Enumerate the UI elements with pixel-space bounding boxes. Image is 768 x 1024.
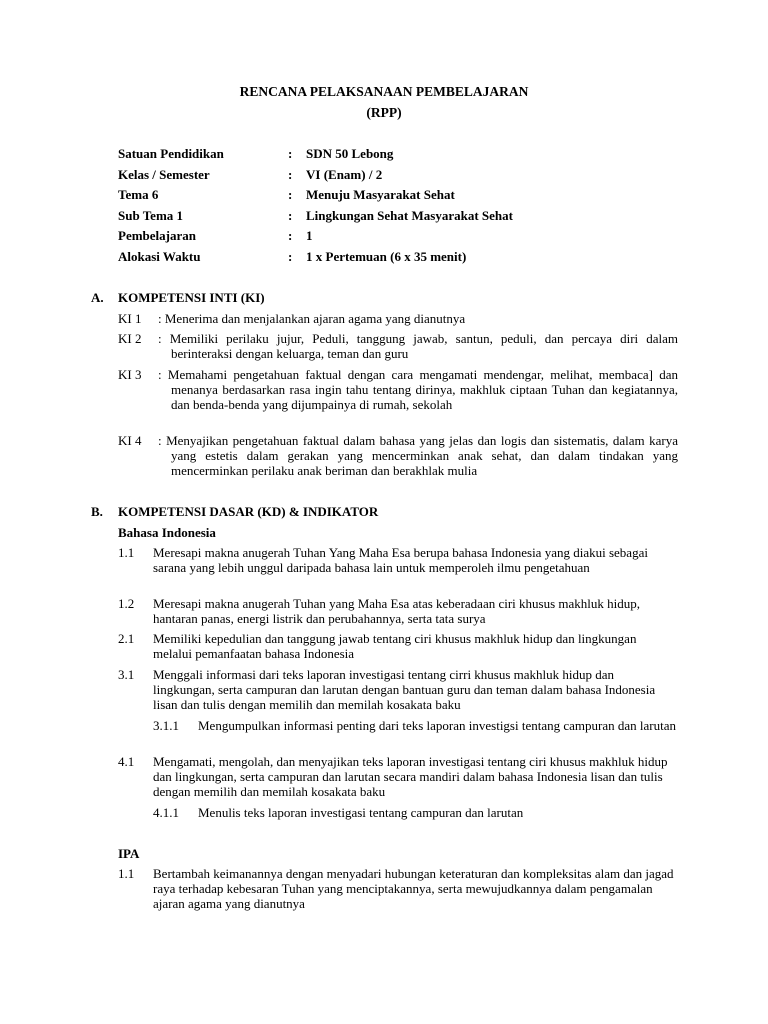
kd-text: Meresapi makna anugerah Tuhan Yang Maha Esa berupa bahasa Indonesia yang diakui sebagai sarana yang lebih unggul daripada bahasa lain untuk memperoleh ilmu pengetahuan bbox=[153, 545, 648, 575]
kd-number: 4.1 bbox=[118, 754, 135, 769]
section-number: B. bbox=[91, 504, 103, 519]
section-title: KOMPETENSI DASAR (KD) & INDIKATOR bbox=[118, 504, 379, 519]
info-value: 1 x Pertemuan (6 x 35 menit) bbox=[306, 248, 467, 264]
info-key: Satuan Pendidikan bbox=[118, 146, 224, 161]
info-colon: : bbox=[288, 207, 293, 223]
kd-item bbox=[118, 596, 678, 626]
info-value: SDN 50 Lebong bbox=[306, 146, 394, 161]
info-value: VI (Enam) / 2 bbox=[306, 166, 383, 182]
info-row-subtema bbox=[118, 208, 678, 229]
ki-item-3 bbox=[118, 367, 678, 412]
info-colon: : bbox=[288, 248, 293, 264]
info-colon: : bbox=[288, 146, 293, 161]
kd-text: Memiliki kepedulian dan tanggung jawab tentang ciri khusus makhluk hidup dan lingkungan melalui pemanfaatan bahasa Indonesia bbox=[153, 631, 637, 661]
kd-number: 1.1 bbox=[118, 545, 135, 560]
info-key: Pembelajaran bbox=[118, 228, 196, 244]
info-key: Alokasi Waktu bbox=[118, 248, 201, 264]
info-value: 1 bbox=[306, 228, 313, 244]
subject-heading-ipa: IPA bbox=[118, 846, 140, 861]
ki-text: : Memahami pengetahuan faktual dengan cara mengamati mendengar, melihat, membaca] dan menanya berdasarkan rasa ingin tahu tentang dirinya, makhluk ciptaan Tuhan dan kegiatannya, dan benda-benda yang dijumpainya di rumah, sekolah bbox=[158, 367, 678, 412]
kd-item bbox=[118, 754, 678, 799]
ki-text: : Menyajikan pengetahuan faktual dalam bahasa yang jelas dan logis dan sistematis, dalam karya yang estetis dalam gerakan yang mencerminkan anak sehat, dan dalam tindakan yang mencerminkan perilaku anak beriman dan berakhlak mulia bbox=[158, 433, 678, 478]
info-colon: : bbox=[288, 187, 293, 203]
kd-number: 3.1 bbox=[118, 667, 135, 682]
section-number: A. bbox=[91, 290, 104, 305]
ki-text: : Menerima dan menjalankan ajaran agama yang dianutnya bbox=[158, 311, 466, 326]
info-value: Lingkungan Sehat Masyarakat Sehat bbox=[306, 207, 513, 223]
kd-number: 1.1 bbox=[118, 866, 135, 881]
ki-label: KI 3 bbox=[118, 367, 142, 382]
indicator-number: 4.1.1 bbox=[153, 805, 179, 820]
info-row-pembelajaran bbox=[118, 228, 678, 249]
info-row-satuan bbox=[118, 146, 678, 167]
ki-item-4 bbox=[118, 433, 678, 478]
indicator-item bbox=[153, 718, 678, 733]
kd-text: Meresapi makna anugerah Tuhan yang Maha Esa atas keberadaan ciri khusus makhluk hidup, hantaran panas, energi listrik dan perubahannya, serta tata surya bbox=[153, 596, 641, 626]
indicator-text: Mengumpulkan informasi penting dari teks laporan investigsi tentang campuran dan larutan bbox=[198, 718, 676, 733]
kd-number: 1.2 bbox=[118, 596, 135, 611]
info-row-kelas bbox=[118, 167, 678, 188]
kd-text: Menggali informasi dari teks laporan investigasi tentang cirri khusus makhluk hidup dan lingkungan, serta campuran dan larutan dengan bantuan guru dan teman dalam bahasa Indonesia lisan dan tulis dengan memilih dan memilah kosakata baku bbox=[153, 667, 656, 712]
kd-item bbox=[118, 545, 678, 575]
subject-heading-bahasa: Bahasa Indonesia bbox=[118, 525, 216, 540]
kd-text: Mengamati, mengolah, dan menyajikan teks laporan investigasi tentang ciri khusus makhluk hidup dan lingkungan, serta campuran dan larutan secara mandiri dalam bahasa Indonesia lisan dan tulis dengan memilih dan memilah kosakata baku bbox=[153, 754, 668, 799]
info-key: Sub Tema 1 bbox=[118, 207, 184, 223]
indicator-item bbox=[153, 805, 678, 820]
identity-table bbox=[118, 146, 678, 270]
ki-label: KI 2 bbox=[118, 331, 142, 346]
kd-item bbox=[118, 667, 678, 712]
ki-item-1 bbox=[118, 311, 678, 326]
ki-item-2 bbox=[118, 331, 678, 361]
kd-item bbox=[118, 631, 678, 661]
ki-label: KI 1 bbox=[118, 311, 142, 326]
info-row-alokasi bbox=[118, 249, 678, 270]
info-key: Tema 6 bbox=[118, 187, 159, 203]
kd-text: Bertambah keimanannya dengan menyadari hubungan keteraturan dan kompleksitas alam dan jagad raya terhadap kebesaran Tuhan yang menciptakannya, serta mewujudkannya dalam pengamalan ajaran agama yang dianutnya bbox=[153, 866, 674, 911]
document-subtitle: (RPP) bbox=[366, 105, 402, 120]
indicator-text: Menulis teks laporan investigasi tentang campuran dan larutan bbox=[198, 805, 524, 820]
info-colon: : bbox=[288, 166, 293, 182]
ki-label: KI 4 bbox=[118, 433, 142, 448]
info-row-tema bbox=[118, 187, 678, 208]
indicator-number: 3.1.1 bbox=[153, 718, 179, 733]
kd-number: 2.1 bbox=[118, 631, 135, 646]
info-key: Kelas / Semester bbox=[118, 166, 210, 182]
info-value: Menuju Masyarakat Sehat bbox=[306, 187, 455, 203]
section-title: KOMPETENSI INTI (KI) bbox=[118, 290, 265, 305]
kd-item bbox=[118, 866, 678, 911]
document-title: RENCANA PELAKSANAAN PEMBELAJARAN bbox=[239, 84, 529, 99]
ki-text: : Memiliki perilaku jujur, Peduli, tanggung jawab, santun, peduli, dan percaya diri dalam berinteraksi dengan keluarga, teman dan guru bbox=[158, 331, 678, 361]
info-colon: : bbox=[288, 228, 293, 244]
